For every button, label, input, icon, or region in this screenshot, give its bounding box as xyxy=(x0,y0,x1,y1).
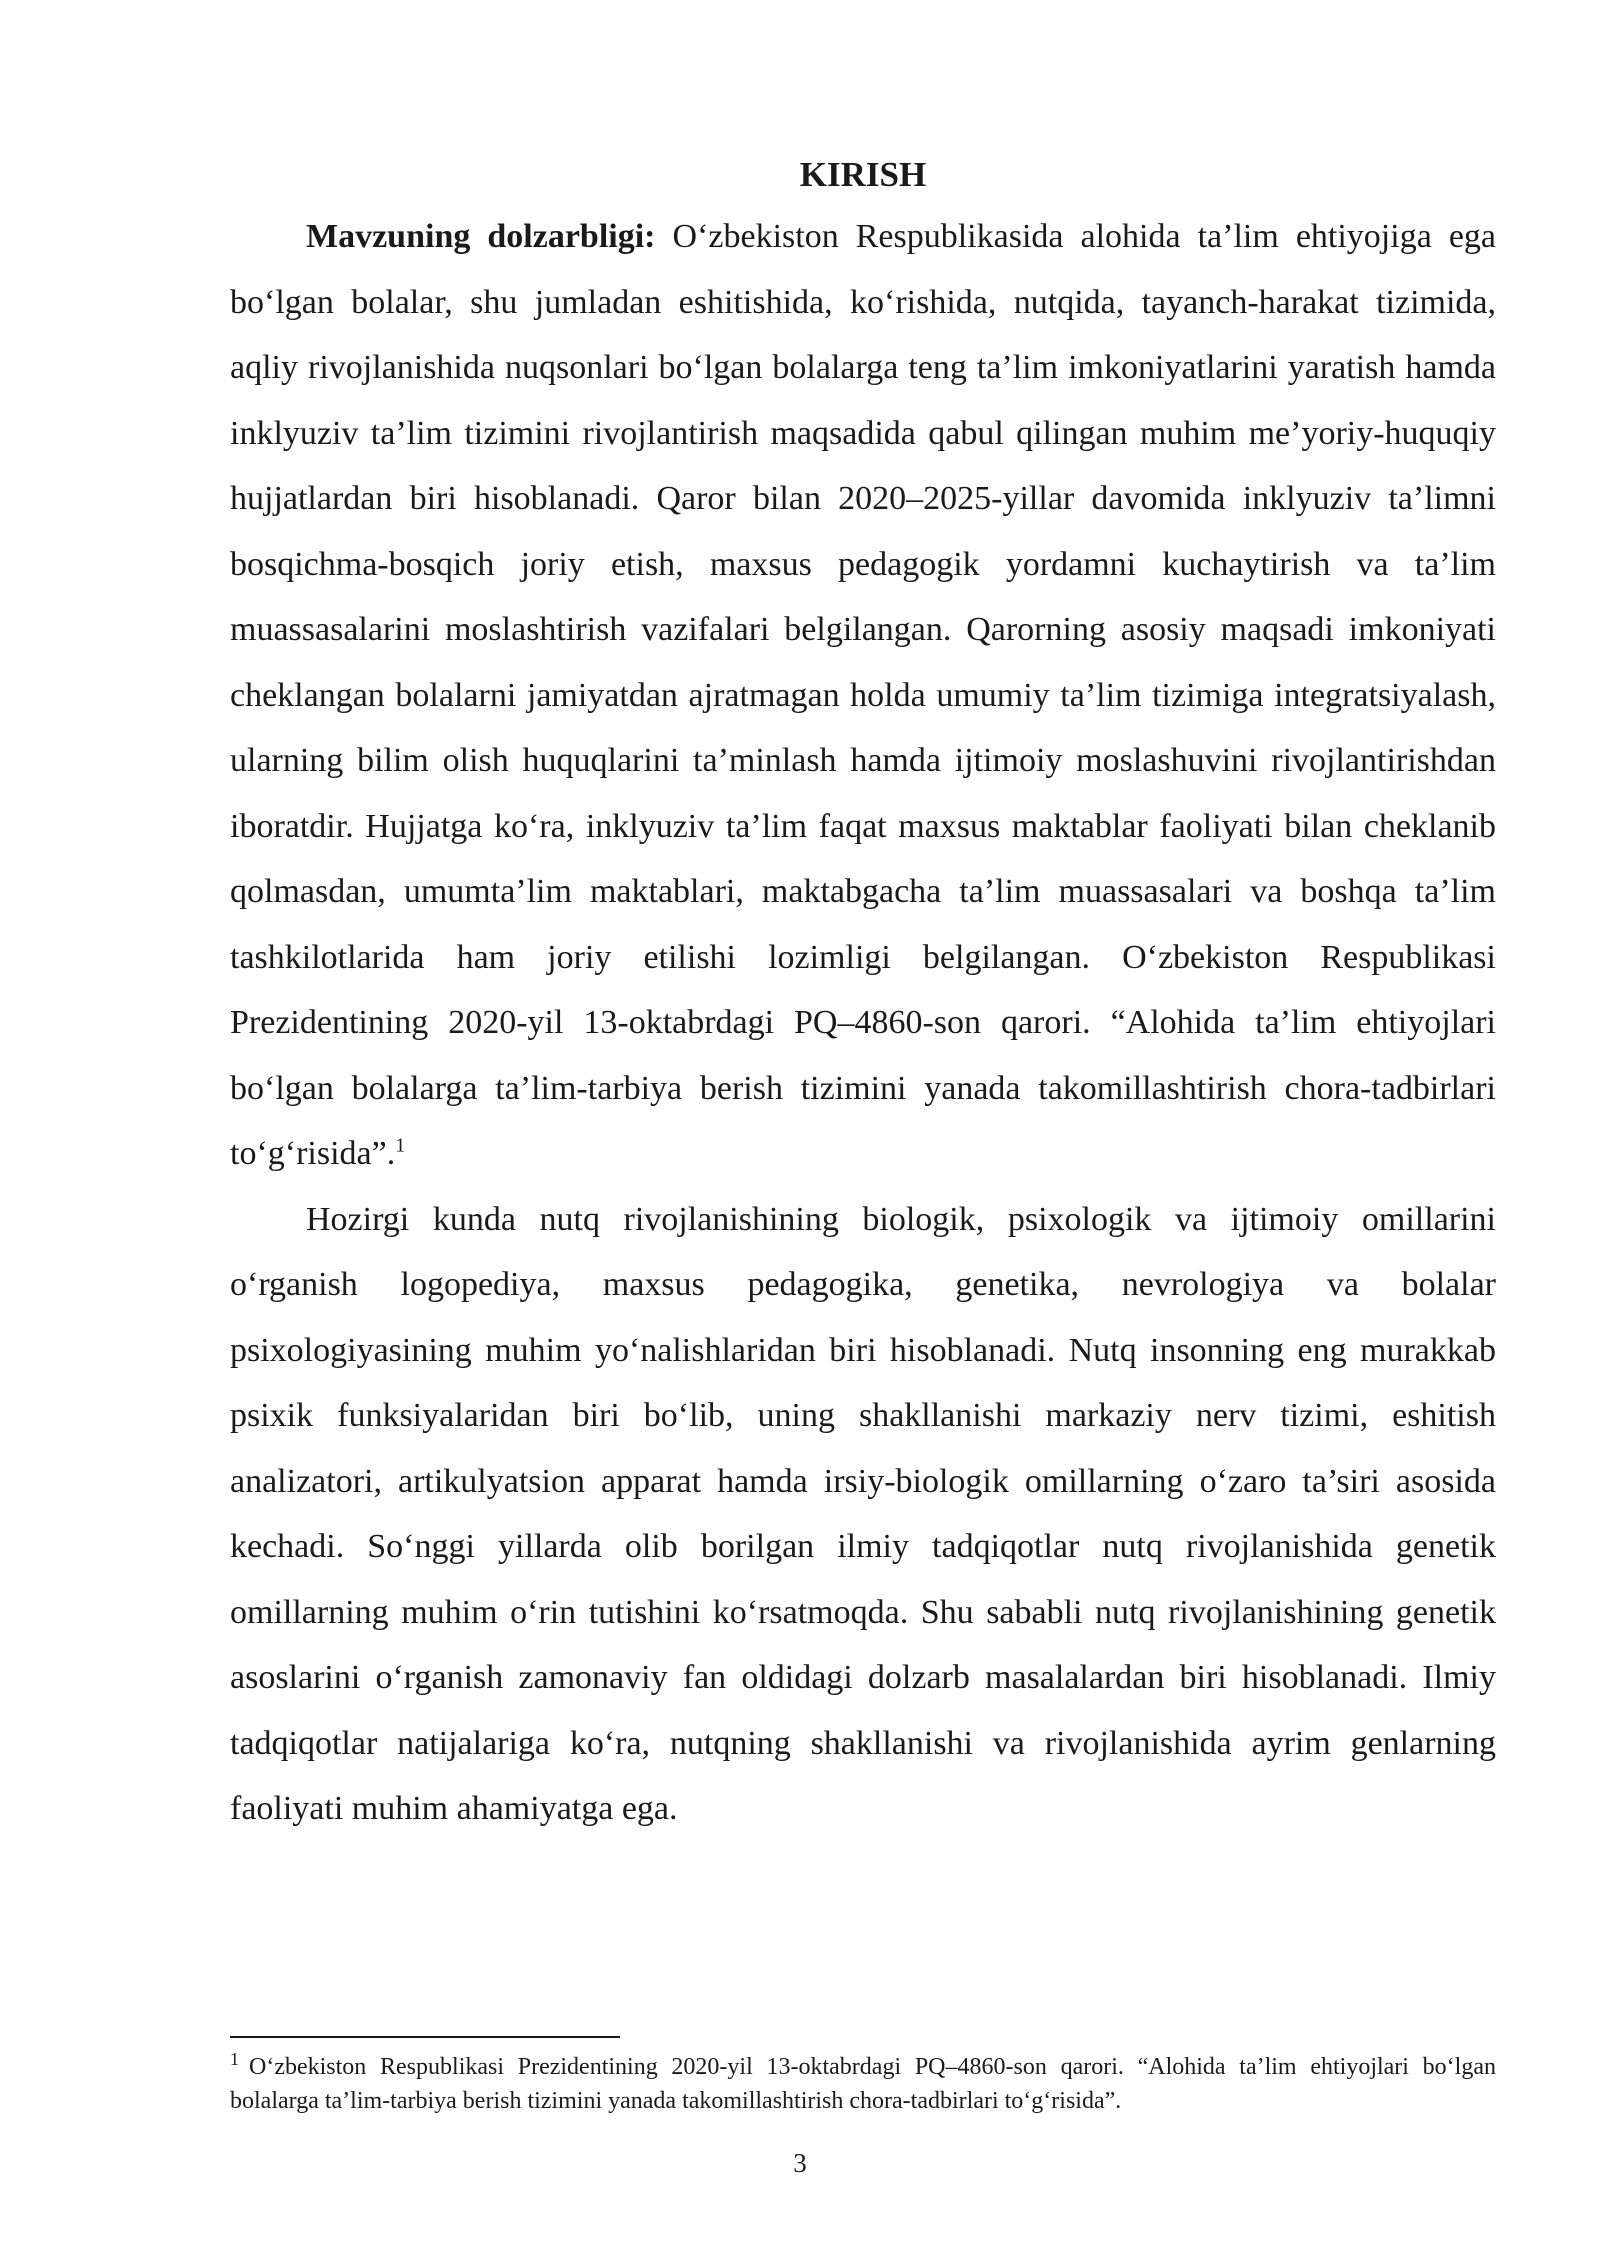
paragraph-body: O‘zbekiston Respublikasida alohida ta’lim ehtiyojiga ega bo‘lgan bolalar, shu jumladan eshitishida, ko‘rishida, nutqida, tayanch-harakat tizimida, aqliy rivojlanishida nuqsonlari bo‘lgan bolalarga teng ta’lim imkoniyatlarini yaratish hamda inklyuziv ta’lim tizimini rivojlantirish maqsadida qabul qilingan muhim me’yoriy-huquqiy hujjatlardan biri hisoblanadi. Qaror bilan 2020–2025-yillar davomida inklyuziv ta’limni bosqichma-bosqich joriy etish, maxsus pedagogik yordamni kuchaytirish va ta’lim muassasalarini moslashtirish vazifalari belgilangan. Qarorning asosiy maqsadi imkoniyati cheklangan bolalarni jamiyatdan ajratmagan holda umumiy ta’lim tizimiga integratsiyalash, ularning bilim olish huquqlarini ta’minlash hamda ijtimoiy moslashuvini rivojlantirishdan iboratdir. Hujjatga ko‘ra, inklyuziv ta’lim faqat maxsus maktablar faoliyati bilan cheklanib qolmasdan, umumta’lim maktablari, maktabgacha ta’lim muassasalari va boshqa ta’lim tashkilotlarida ham joriy etilishi lozimligi belgilangan. O‘zbekiston Respublikasi Prezidentining 2020-yil 13-oktabrdagi PQ–4860-son qarori. “Alohida ta’lim ehtiyojlari bo‘lgan bolalarga ta’lim-tarbiya berish tizimini yanada takomillashtirish chora-tadbirlari to‘g‘risida”. xyxy=(230,218,1497,1172)
footnote-separator xyxy=(230,2036,620,2038)
paragraph-lead: Mavzuning dolzarbligi: xyxy=(306,218,656,255)
paragraph-relevance xyxy=(230,204,1496,1187)
page-number: 3 xyxy=(793,2148,807,2178)
footnote-text: O‘zbekiston Respublikasi Prezidentining 2020-yil 13-oktabrdagi PQ–4860-son qarori. “Alohida ta’lim ehtiyojlari bo‘lgan bolalarga ta’lim-tarbiya berish tizimini yanada takomillashtirish chora-tadbirlari to‘g‘risida”. xyxy=(230,2054,1496,2114)
footnote xyxy=(230,2050,1496,2118)
footnote-number: 1 xyxy=(230,2049,239,2069)
paragraph-speech-development: Hozirgi kunda nutq rivojlanishining biologik, psixologik va ijtimoiy omillarini o‘rganish logopediya, maxsus pedagogika, genetika, nevrologiya va bolalar psixologiyasining muhim yo‘nalishlaridan biri hisoblanadi. Nutq insonning eng murakkab psixik funksiyalaridan biri bo‘lib, uning shakllanishi markaziy nerv tizimi, eshitish analizatori, artikulyatsion apparat hamda irsiy-biologik omillarning o‘zaro ta’siri asosida kechadi. So‘nggi yillarda olib borilgan ilmiy tadqiqotlar nutq rivojlanishida genetik omillarning muhim o‘rin tutishini ko‘rsatmoqda. Shu sababli nutq rivojlanishining genetik asoslarini o‘rganish zamonaviy fan oldidagi dolzarb masalalardan biri hisoblanadi. Ilmiy tadqiqotlar natijalariga ko‘ra, nutqning shakllanishi va rivojlanishida ayrim genlarning faoliyati muhim ahamiyatga ega. xyxy=(230,1200,1496,1827)
section-heading: KIRISH xyxy=(799,155,927,194)
footnote-reference[interactable]: 1 xyxy=(395,1134,406,1157)
page-body xyxy=(230,146,1496,1842)
